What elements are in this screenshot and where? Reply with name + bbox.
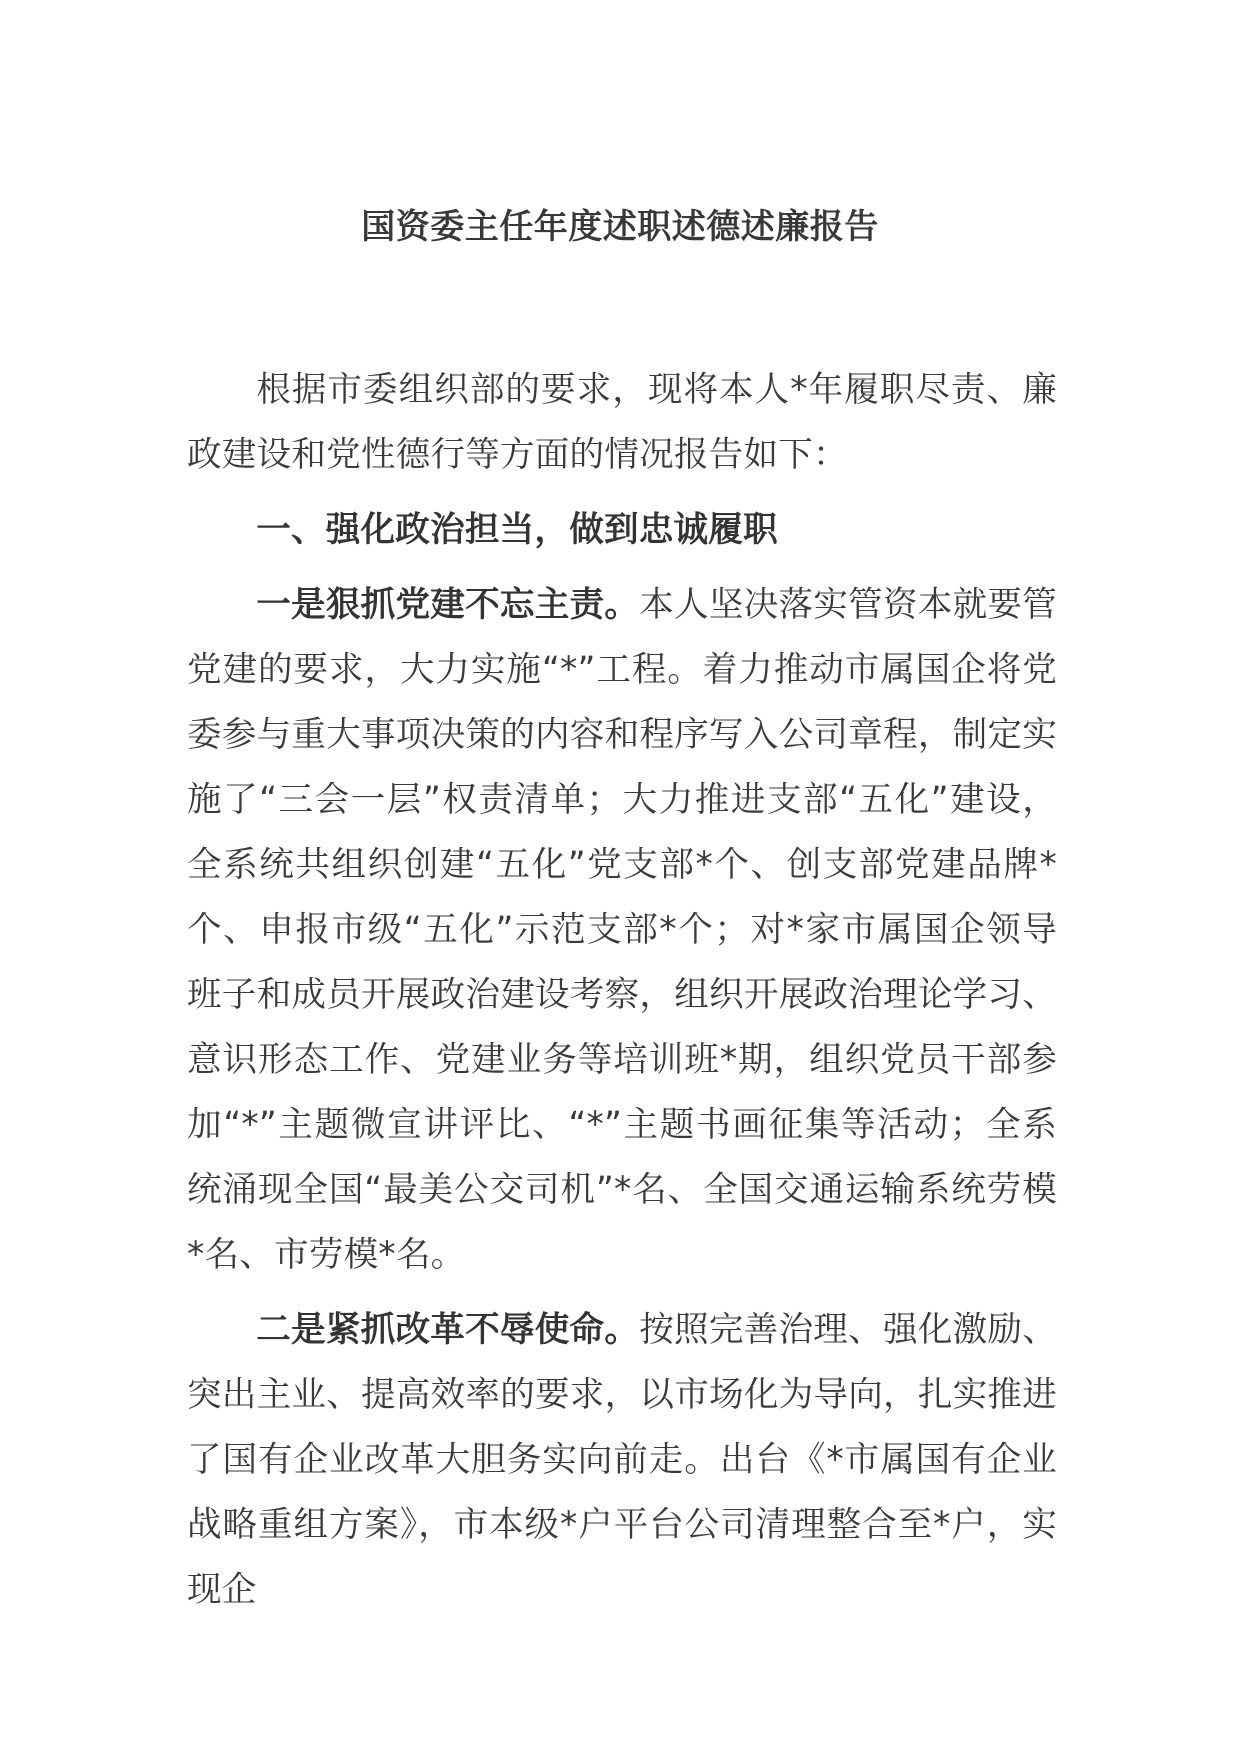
section-heading: 一、强化政治担当，做到忠诚履职 (256, 510, 778, 550)
item-paragraph-2 (187, 1298, 1057, 1623)
document-body (187, 358, 1057, 1623)
item-lead-2: 二是紧抓改革不辱使命。 (256, 1310, 640, 1350)
item-paragraph-1 (187, 573, 1057, 1288)
document-title: 国资委主任年度述职述德述廉报告 (361, 207, 879, 247)
item-text-2: 按照完善治理、强化激励、突出主业、提高效率的要求，以市场化为导向，扎实推进了国有企业改革大胆务实向前走。出台《*市属国有企业战略重组方案》，市本级*户平台公司清理整合至*户，实现企 (187, 1310, 1057, 1610)
item-lead-1: 一是狠抓党建不忘主责。 (256, 585, 640, 625)
intro-paragraph: 根据市委组织部的要求，现将本人*年履职尽责、廉政建设和党性德行等方面的情况报告如下： (187, 370, 1057, 475)
item-text-1: 本人坚决落实管资本就要管党建的要求，大力实施“*”工程。着力推动市属国企将党委参与重大事项决策的内容和程序写入公司章程，制定实施了“三会一层”权责清单；大力推进支部“五化”建设，全系统共组织创建“五化”党支部*个、创支部党建品牌*个、申报市级“五化”示范支部*个；对*家市属国企领导班子和成员开展政治建设考察，组织开展政治理论学习、意识形态工作、党建业务等培训班*期，组织党员干部参加“*”主题微宣讲评比、“*”主题书画征集等活动；全系统涌现全国“最美公交司机”*名、全国交通运输系统劳模*名、市劳模*名。 (187, 585, 1057, 1275)
